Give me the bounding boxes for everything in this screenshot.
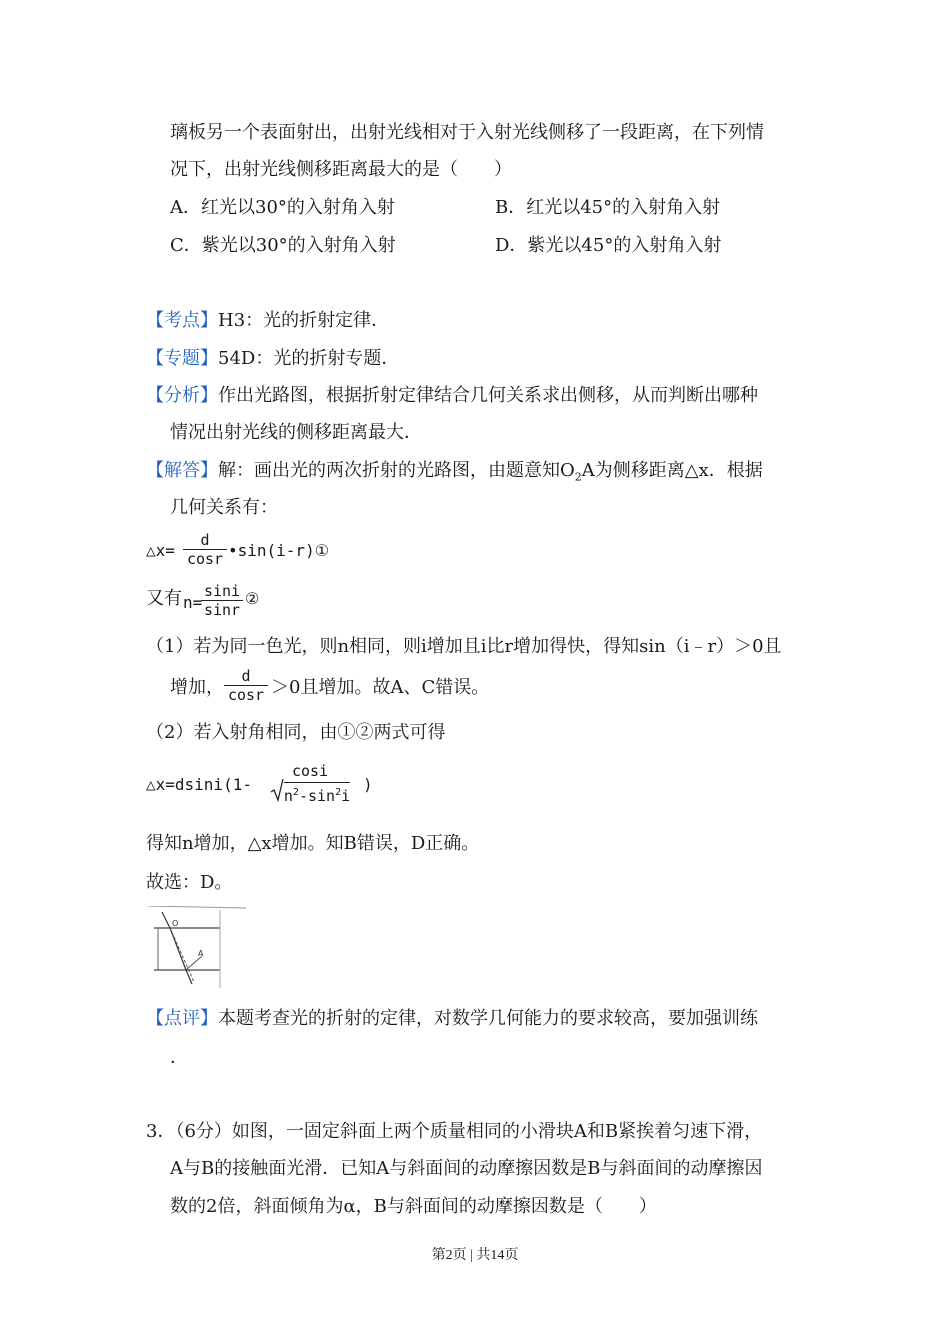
eq3-den-c: i — [341, 787, 351, 805]
eq3-sqrt — [270, 782, 350, 805]
dianping-row — [146, 1007, 758, 1031]
zhuanti-tag: 【专题】 — [146, 348, 218, 369]
eq2-lhs: n= — [183, 593, 203, 612]
jieda-tag: 【解答】 — [146, 460, 218, 481]
jieda-row — [146, 459, 763, 490]
light-path-figure — [148, 906, 248, 990]
figure-label-a: A — [198, 949, 204, 958]
case2-line-1: （2）若入射角相同，由①②两式可得 — [146, 722, 446, 743]
eq1-lhs: △x= — [146, 541, 175, 560]
option-d: D．紫光以45°的入射角入射 — [495, 235, 722, 256]
zhuanti-text: 54D：光的折射专题． — [218, 348, 400, 369]
eq1-fraction — [183, 531, 227, 568]
eq1-numerator: d — [200, 531, 210, 549]
dianping-line-1: 本题考查光的折射的定律，对数学几何能力的要求较高，要加强训练 — [218, 1008, 758, 1029]
case1-post: ＞0且增加。故A、C错误。 — [271, 677, 490, 698]
case1-numerator: d — [241, 667, 251, 685]
eq3-lhs: △x=dsini(1- — [146, 775, 252, 794]
q3-line-2: A与B的接触面光滑．已知A与斜面间的动摩擦因数是B与斜面间的动摩擦因 — [170, 1158, 763, 1179]
q3-line-1: 3．（6分）如图，一固定斜面上两个质量相同的小滑块A和B紧挨着匀速下滑， — [146, 1121, 763, 1142]
option-a: A．红光以30°的入射角入射 — [170, 197, 395, 218]
eq3-den-sup2: 2 — [335, 787, 342, 798]
question-line-2: 况下，出射光线侧移距离最大的是（ ） — [170, 159, 512, 180]
fenxi-row — [146, 384, 758, 408]
dianping-tag: 【点评】 — [146, 1008, 218, 1029]
eq2-numerator: sini — [203, 582, 241, 600]
case1-line-1: （1）若为同一色光，则n相同，则i增加且i比r增加得快，得知sin（i﹣r）＞0且 — [146, 636, 782, 657]
jieda-subscript: 2 — [574, 470, 582, 484]
fenxi-line-1: 作出光路图，根据折射定律结合几何关系求出侧移，从而判断出哪种 — [218, 385, 758, 406]
eq3-fraction — [258, 762, 362, 805]
offset-line — [186, 956, 202, 970]
eq2-fraction — [201, 582, 243, 619]
conclusion: 得知n增加，△x增加。知B错误，D正确。 — [146, 833, 480, 854]
dianping-line-2: ． — [170, 1047, 188, 1068]
figure-top-rule — [148, 906, 246, 908]
case1-denominator: cosr — [224, 685, 268, 704]
eq3-den-b: -sin — [298, 787, 336, 805]
eq3-den-sup1: 2 — [292, 787, 299, 798]
jieda-line-1b: A为侧移距离△x．根据 — [581, 460, 763, 481]
eq1-denominator: cosr — [183, 549, 227, 568]
fenxi-tag: 【分析】 — [146, 385, 218, 406]
kaodian-row — [146, 309, 389, 333]
option-b: B．红光以45°的入射角入射 — [495, 197, 721, 218]
fenxi-line-2: 情况出射光线的侧移距离最大． — [170, 422, 422, 443]
eq3-numerator: cosi — [291, 762, 329, 780]
answer: 故选：D。 — [146, 872, 233, 893]
q3-line-3: 数的2倍，斜面倾角为α，B与斜面间的动摩擦因数是（ ） — [170, 1196, 657, 1217]
eq2-mark: ② — [245, 589, 260, 608]
eq3-denominator — [258, 780, 362, 805]
case1-pre: 增加， — [170, 677, 224, 698]
incident-ray — [162, 912, 170, 928]
question-line-1: 璃板另一个表面射出，出射光线相对于入射光线侧移了一段距离，在下列情 — [170, 122, 764, 143]
kaodian-tag: 【考点】 — [146, 310, 218, 331]
sqrt-icon — [270, 778, 284, 802]
eq2-denominator: sinr — [201, 600, 243, 619]
eq3-radicand — [284, 782, 350, 805]
option-c: C．紫光以30°的入射角入射 — [170, 235, 396, 256]
eq3-den-a: n — [283, 787, 293, 805]
zhuanti-row — [146, 347, 399, 371]
figure-label-o: O — [172, 919, 179, 928]
case1-fraction — [224, 667, 268, 704]
page-footer: 第2页 | 共14页 — [431, 1248, 519, 1263]
jieda-line-1a: 解：画出光的两次折射的光路图，由题意知O — [218, 460, 575, 481]
kaodian-text: H3：光的折射定律． — [218, 310, 390, 331]
eq1-rhs: •sin(i-r)① — [228, 541, 330, 560]
emergent-ray — [186, 970, 192, 984]
jieda-line-2: 几何关系有： — [170, 497, 278, 518]
eq2-pre: 又有 — [146, 588, 182, 609]
eq3-rhs: ) — [363, 775, 373, 794]
